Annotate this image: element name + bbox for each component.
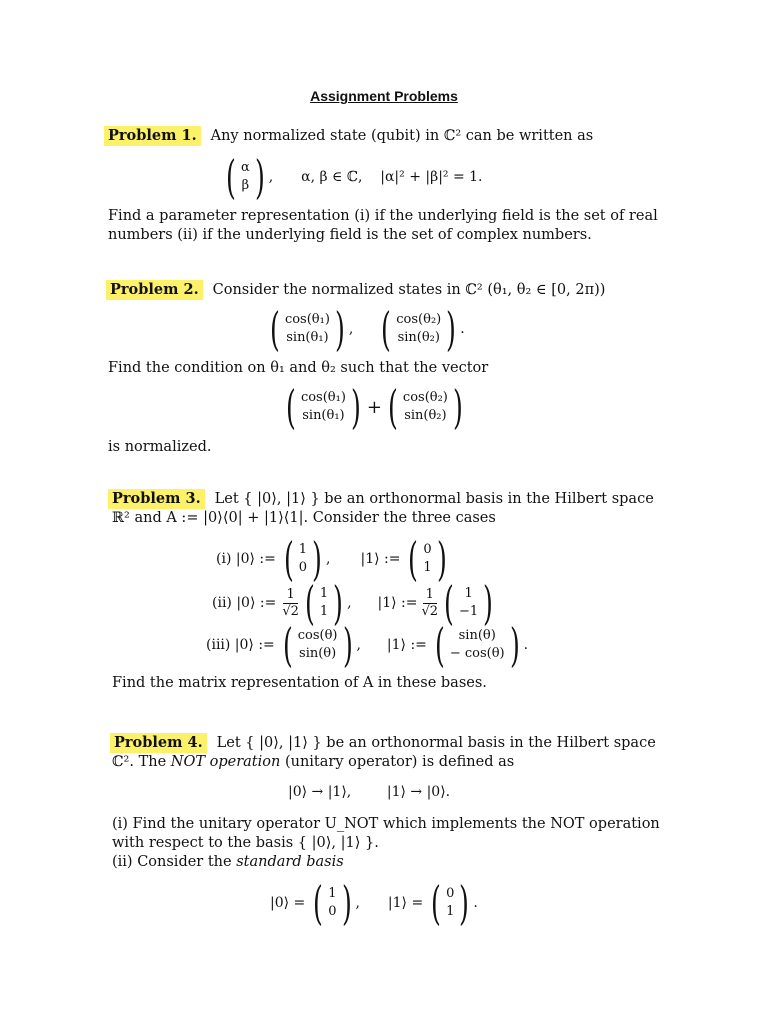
case-iii-ket1-lhs: |1⟩ := xyxy=(386,637,427,653)
period: . xyxy=(473,895,478,911)
vector-entry: 1 xyxy=(328,886,337,901)
vector-entry: 1 xyxy=(446,904,455,919)
case-iii-ket1: ( sin(θ) − cos(θ) ) xyxy=(434,618,520,672)
problem-1-intro xyxy=(104,126,593,146)
standard-ket1: ( 0 1 ) xyxy=(431,876,470,930)
vector-entry: sin(θ₂) xyxy=(397,330,440,345)
fraction-denominator: √2 xyxy=(282,603,299,619)
vector-entry: 0 xyxy=(446,886,455,901)
vector-entry: cos(θ₁) xyxy=(300,390,346,405)
problem-1-text-2: numbers (ii) if the underlying field is the set of complex numbers. xyxy=(108,227,592,243)
comma: , xyxy=(268,169,274,185)
ket1-lhs: |1⟩ = xyxy=(387,895,424,911)
problem-3-line-2: ℝ² and A := |0⟩⟨0| + |1⟩⟨1|. Consider the three cases xyxy=(112,510,496,526)
not-operation-term: NOT operation xyxy=(170,754,281,770)
vector-entry: sin(θ₁) xyxy=(286,330,329,345)
state-vector-1: ( cos(θ₁) sin(θ₁) ) xyxy=(270,302,345,356)
problem-2-text-2: is normalized. xyxy=(108,439,212,455)
case-ii-ket1: ( 1 −1 ) xyxy=(444,576,494,630)
standard-basis-term: standard basis xyxy=(236,854,344,870)
standard-ket0: ( 1 0 ) xyxy=(313,876,352,930)
period: . xyxy=(523,637,529,653)
problem-2-states xyxy=(266,302,465,356)
problem-4-text-1: (i) Find the unitary operator U_NOT which implements the NOT operation xyxy=(112,816,660,832)
problem-1-text-1: Find a parameter representation (i) if the underlying field is the set of real xyxy=(108,208,658,224)
state-vector-2: ( cos(θ₂) sin(θ₂) ) xyxy=(388,380,463,434)
comma: , xyxy=(347,595,352,611)
problem-4-text-3 xyxy=(112,853,344,872)
fraction-numerator: 1 xyxy=(423,587,437,604)
problem-2-sum xyxy=(282,380,467,434)
problem-3-intro xyxy=(108,489,654,509)
state-vector-1: ( cos(θ₁) sin(θ₁) ) xyxy=(286,380,361,434)
case-ii-ket0: ( 1 1 ) xyxy=(304,576,344,630)
one-over-root-two xyxy=(422,587,439,620)
one-over-root-two xyxy=(282,587,299,620)
state-vector-2: ( cos(θ₂) sin(θ₂) ) xyxy=(381,302,457,356)
standard-basis-equation xyxy=(270,876,478,930)
case-iii-lhs: (iii) |0⟩ := xyxy=(206,637,275,653)
case-ii-lhs: (ii) |0⟩ := xyxy=(212,595,277,611)
vector-entry: 0 xyxy=(423,542,432,557)
case-ii xyxy=(212,576,497,630)
problem-2-intro xyxy=(106,280,605,300)
comma: , xyxy=(355,895,360,911)
problem-1-label: Problem 1. xyxy=(104,126,201,146)
vector-entry: cos(θ) xyxy=(297,628,338,643)
comma: , xyxy=(356,637,361,653)
vector-entry: 1 xyxy=(464,586,473,601)
case-i-ket1: ( 0 1 ) xyxy=(408,532,447,586)
state-vector: ( α β ) xyxy=(226,150,265,204)
normalization-condition: α, β ∈ ℂ, |α|² + |β|² = 1. xyxy=(301,169,483,185)
vector-entry: 0 xyxy=(328,904,337,919)
text-fragment: (unitary operator) is defined as xyxy=(280,754,515,770)
comma: , xyxy=(348,321,354,337)
not-mapping: |0⟩ → |1⟩, |1⟩ → |0⟩. xyxy=(288,784,451,800)
case-i-ket1-lhs: |1⟩ := xyxy=(360,551,401,567)
problem-4-line-2 xyxy=(112,753,514,772)
problem-3-text: Find the matrix representation of A in these bases. xyxy=(112,675,487,691)
vector-entry: cos(θ₂) xyxy=(402,390,448,405)
vector-entry: 1 xyxy=(319,604,329,619)
text-fragment: ℂ². The xyxy=(112,754,171,770)
problem-4-text-2: with respect to the basis { |0⟩, |1⟩ }. xyxy=(112,835,379,851)
problem-1-equation xyxy=(222,150,483,204)
problem-4-statement: Let { |0⟩, |1⟩ } be an orthonormal basis in the Hilbert space xyxy=(216,735,656,751)
fraction-denominator: √2 xyxy=(421,603,439,619)
vector-entry: 1 xyxy=(319,586,329,601)
fraction-numerator: 1 xyxy=(283,587,297,604)
problem-4-intro xyxy=(110,733,656,753)
vector-entry: sin(θ₂) xyxy=(404,408,447,423)
problem-4-label: Problem 4. xyxy=(110,733,207,753)
case-i-ket0: ( 1 0 ) xyxy=(283,532,322,586)
vector-entry: cos(θ₂) xyxy=(396,312,442,327)
problem-3-statement: Let { |0⟩, |1⟩ } be an orthonormal basis in the Hilbert space xyxy=(214,491,654,507)
case-i-lhs: (i) |0⟩ := xyxy=(216,551,276,567)
vector-entry: sin(θ) xyxy=(299,646,337,661)
comma: , xyxy=(326,551,331,567)
problem-3-label: Problem 3. xyxy=(108,489,205,509)
vector-entry: −1 xyxy=(459,604,479,619)
period: . xyxy=(460,321,465,337)
vector-entry: α xyxy=(240,160,250,175)
vector-entry: − cos(θ) xyxy=(449,646,505,661)
vector-entry: 1 xyxy=(423,560,432,575)
vector-entry: 0 xyxy=(298,560,308,575)
vector-entry: 1 xyxy=(298,542,308,557)
case-iii-ket0: ( cos(θ) sin(θ) ) xyxy=(282,618,353,672)
vector-entry: cos(θ₁) xyxy=(284,312,330,327)
case-ii-ket1-lhs: |1⟩ := xyxy=(377,595,418,611)
page-title: Assignment Problems xyxy=(310,88,458,104)
problem-2-label: Problem 2. xyxy=(106,280,203,300)
problem-2-text-1: Find the condition on θ₁ and θ₂ such that the vector xyxy=(108,360,489,376)
vector-entry: sin(θ₁) xyxy=(302,408,345,423)
vector-entry: sin(θ) xyxy=(458,628,496,643)
text-fragment: (ii) Consider the xyxy=(112,854,237,870)
problem-1-statement: Any normalized state (qubit) in ℂ² can be written as xyxy=(210,128,594,144)
vector-entry: β xyxy=(241,178,250,193)
plus-sign: + xyxy=(366,396,382,418)
case-iii xyxy=(206,618,529,672)
problem-2-statement: Consider the normalized states in ℂ² (θ₁, θ₂ ∈ [0, 2π)) xyxy=(212,282,606,298)
ket0-lhs: |0⟩ = xyxy=(270,895,306,911)
